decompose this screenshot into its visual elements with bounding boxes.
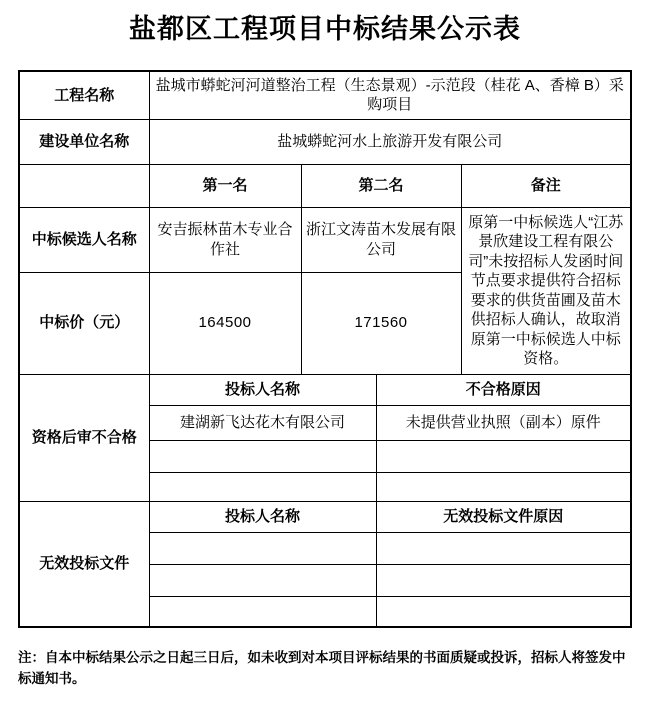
remark-value: 原第一中标候选人“江苏景欣建设工程有限公司”未按招标人发函时间节点要求提供符合招标要求的供货苗圃及苗木供招标人确认，故取消原第一中标候选人中标资格。 [461, 207, 631, 374]
price-second-value: 171560 [301, 272, 461, 374]
pq-reason-value: 未提供营业执照（副本）原件 [376, 405, 631, 440]
candidate-second-value: 浙江文涛苗木发展有限公司 [301, 207, 461, 272]
footer-note: 注：自本中标结果公示之日起三日后，如未收到对本项目评标结果的书面质疑或投诉，招标人将签发中标通知书。 [18, 650, 626, 686]
price-label: 中标价（元） [19, 272, 149, 374]
owner-label: 建设单位名称 [19, 119, 149, 164]
pq-reason-header: 不合格原因 [376, 374, 631, 405]
remark-header: 备注 [461, 164, 631, 207]
pq-reason-value [376, 440, 631, 472]
rank-header-row [19, 164, 631, 207]
project-name-value: 盐城市蟒蛇河河道整治工程（生态景观）-示范段（桂花 A、香樟 B）采购项目 [149, 71, 631, 119]
invalid-bidder-value [149, 532, 376, 564]
invalid-section-label: 无效投标文件 [19, 501, 149, 627]
invalid-bidder-header: 投标人名称 [149, 501, 376, 532]
invalid-bidder-value [149, 564, 376, 596]
invalid-header-row [19, 501, 631, 532]
rank-second-header: 第二名 [301, 164, 461, 207]
invalid-reason-value [376, 596, 631, 627]
candidates-label: 中标候选人名称 [19, 207, 149, 272]
invalid-reason-value [376, 532, 631, 564]
pq-reason-value [376, 472, 631, 501]
rank-first-header: 第一名 [149, 164, 301, 207]
invalid-bidder-value [149, 596, 376, 627]
project-name-label: 工程名称 [19, 71, 149, 119]
bid-result-table [18, 70, 632, 628]
project-name-row [19, 71, 631, 119]
candidates-row [19, 207, 631, 272]
price-first-value: 164500 [149, 272, 301, 374]
page-title: 盐都区工程项目中标结果公示表 [129, 14, 521, 44]
candidate-first-value: 安吉振林苗木专业合作社 [149, 207, 301, 272]
pq-header-row [19, 374, 631, 405]
invalid-reason-header: 无效投标文件原因 [376, 501, 631, 532]
pq-bidder-value [149, 472, 376, 501]
pq-bidder-header: 投标人名称 [149, 374, 376, 405]
owner-row [19, 119, 631, 164]
pq-bidder-value [149, 440, 376, 472]
invalid-reason-value [376, 564, 631, 596]
pq-section-label: 资格后审不合格 [19, 374, 149, 501]
owner-value: 盐城蟒蛇河水上旅游开发有限公司 [149, 119, 631, 164]
pq-bidder-value: 建湖新飞达花木有限公司 [149, 405, 376, 440]
rank-header-empty-cell [19, 164, 149, 207]
